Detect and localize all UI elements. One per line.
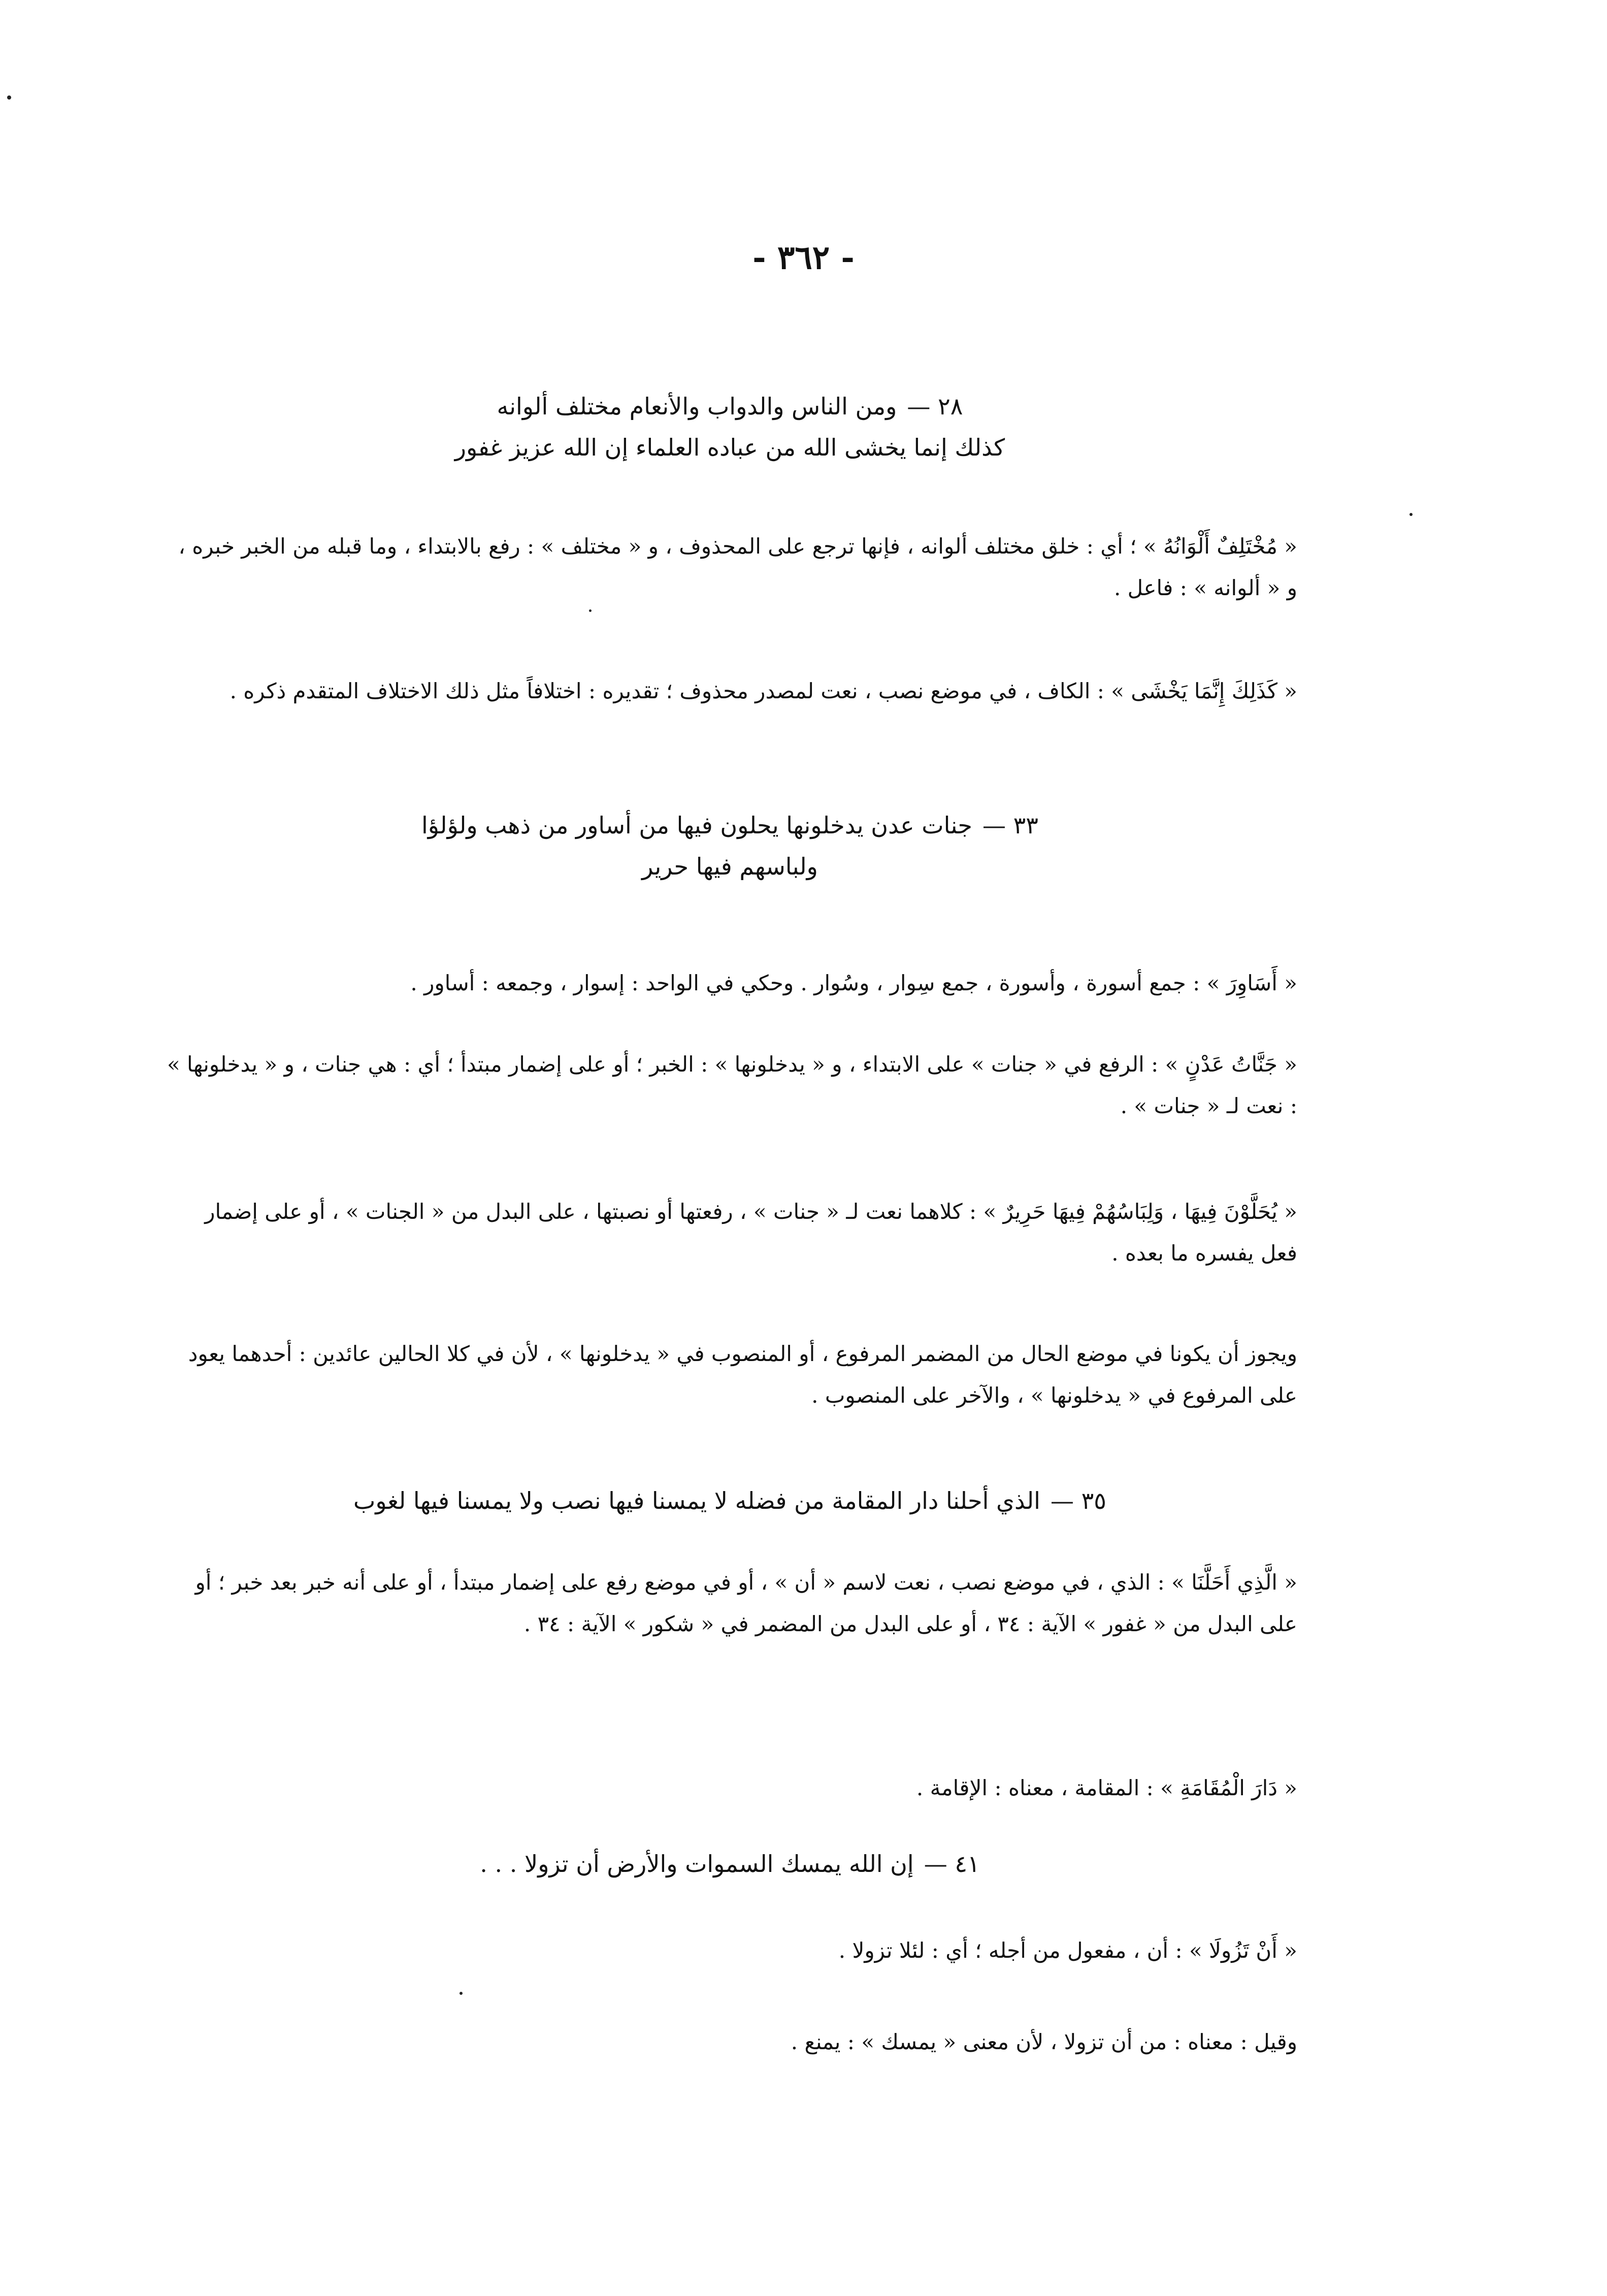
- commentary-paragraph: « الَّذِي أَحَلَّنَا » : الذي ، في موضع نصب ، نعت لاسم « أن » ، أو في موضع رفع على إضمار مبتدأ ، أو على أنه خبر بعد خبر ؛ أو على البدل من « غفور » الآية : ٣٤ ، أو على البدل من المضمر في « شكور » الآية : ٣٤ .: [195, 1570, 1297, 1636]
- commentary-paragraph: « أَنْ تَزُولَا » : أن ، مفعول من أجله ؛ أي : لئلا تزولا .: [838, 1938, 1297, 1963]
- verse-28-line-2: كذلك إنما يخشى الله من عباده العلماء إن الله عزيز غفور: [454, 433, 1005, 461]
- verse-33: [162, 805, 1297, 887]
- verse-28: [162, 386, 1297, 468]
- verse-41: [162, 1844, 1297, 1885]
- verse-text: ومن الناس والدواب والأنعام مختلف ألوانه: [497, 393, 897, 420]
- verse-33-line-2: ولباسهم فيها حرير: [642, 852, 818, 880]
- commentary-paragraph: « أَسَاوِرَ » : جمع أسورة ، وأسورة ، جمع سِوار ، وسُوار . وحكي في الواحد : إسوار ، وجمعه : أساور .: [410, 971, 1297, 995]
- commentary-paragraph: « كَذَلِكَ إِنَّمَا يَخْشَى » : الكاف ، في موضع نصب ، نعت لمصدر محذوف ؛ تقديره : اختلافاً مثل ذلك الاختلاف المتقدم ذكره .: [229, 678, 1297, 703]
- commentary-paragraph: « مُخْتَلِفٌ أَلْوَانُهُ » ؛ أي : خلق مختلف ألوانه ، فإنها ترجع على المحذوف ، و « مختلف » : رفع بالابتداء ، وما قبله من الخبر خبره ، و « ألوانه » : فاعل .: [178, 534, 1297, 600]
- scan-speck: [460, 1992, 463, 1995]
- verse-number: ٣٥ —: [1050, 1487, 1106, 1514]
- commentary-paragraph: « يُحَلَّوْنَ فِيهَا ، وَلِبَاسُهُمْ فِيهَا حَرِيرٌ » : كلاهما نعت لـ « جنات » ، رفعتها أو نصبتها ، على البدل من « الجنات » ، أو على إضمار فعل يفسره ما بعده .: [205, 1199, 1297, 1266]
- verse-number: ٢٨ —: [907, 393, 963, 420]
- page-number: - ٣٦٢ -: [752, 239, 855, 277]
- verse-text: إن الله يمسك السموات والأرض أن تزولا . . .: [480, 1850, 914, 1878]
- commentary-paragraph: « دَارَ الْمُقَامَةِ » : المقامة ، معناه : الإقامة .: [916, 1775, 1297, 1800]
- commentary-paragraph: ويجوز أن يكونا في موضع الحال من المضمر المرفوع ، أو المنصوب في « يدخلونها » ، لأن في كلا الحالين عائدين : أحدهما يعود على المرفوع في « يدخلونها » ، والآخر على المنصوب .: [188, 1341, 1297, 1408]
- verse-35: [162, 1480, 1297, 1522]
- verse-number: ٣٣ —: [982, 812, 1038, 839]
- scan-speck: [589, 609, 592, 612]
- verse-number: ٤١ —: [924, 1850, 980, 1878]
- commentary-paragraph: وقيل : معناه : من أن تزولا ، لأن معنى « يمسك » : يمنع .: [791, 2029, 1297, 2054]
- commentary-paragraph: « جَنَّاتُ عَدْنٍ » : الرفع في « جنات » على الابتداء ، و « يدخلونها » : الخبر ؛ أو على إضمار مبتدأ ؛ أي : هي جنات ، و « يدخلونها » : نعت لـ « جنات » .: [167, 1052, 1297, 1118]
- scan-speck: [7, 95, 11, 100]
- scan-speck: [1409, 513, 1413, 516]
- verse-35-line-1: [162, 1480, 1297, 1522]
- verse-text: الذي أحلنا دار المقامة من فضله لا يمسنا فيها نصب ولا يمسنا فيها لغوب: [353, 1487, 1040, 1514]
- verse-41-line-1: [162, 1844, 1297, 1885]
- verse-33-line-1: [162, 805, 1297, 846]
- verse-28-line-1: [162, 386, 1297, 427]
- verse-text: جنات عدن يدخلونها يحلون فيها من أساور من ذهب ولؤلؤا: [421, 812, 972, 839]
